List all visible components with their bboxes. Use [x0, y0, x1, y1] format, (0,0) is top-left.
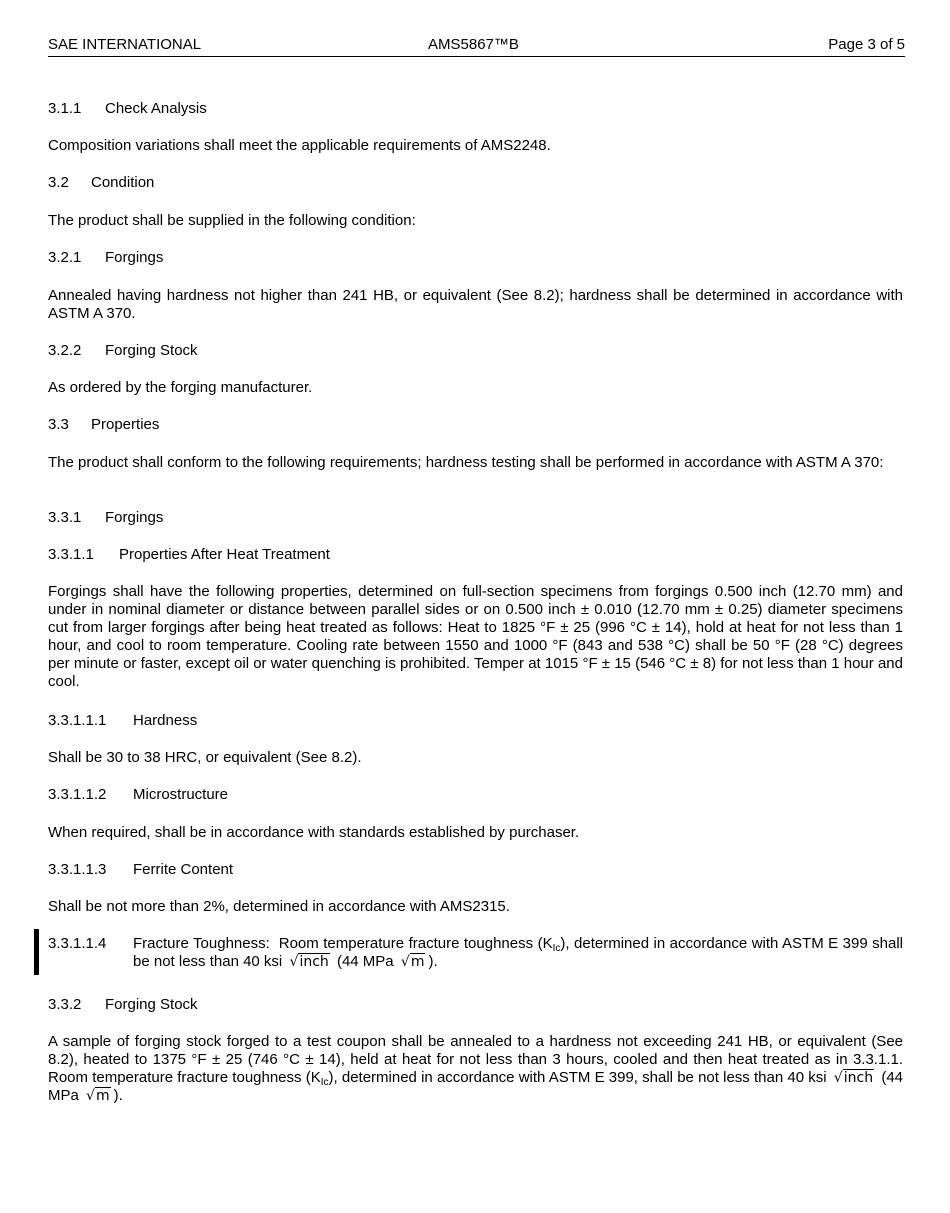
para-3-3-1-1-4: 3.3.1.1.4 Fracture Toughness: Room temperature fracture toughness $(K_{Ic})$, determined in accordance with ASTM E 399 shall be not less than 40 ksi √ inch (44 MPa √ m ). [48, 935, 903, 970]
sqrt-inch-symbol: √ inch [289, 954, 329, 970]
header-doc-id: AMS5867™B [428, 36, 519, 53]
heading-3-3-1-1: 3.3.1.1 Properties After Heat Treatment [48, 546, 330, 563]
heading-3-1-1: 3.1.1 Check Analysis [48, 100, 207, 117]
heading-3-3-1-1-1: 3.3.1.1.1 Hardness [48, 712, 198, 729]
para-3-2-2: As ordered by the forging manufacturer. [48, 379, 313, 396]
heading-3-2-2: 3.2.2 Forging Stock [48, 342, 198, 359]
heading-3-3: 3.3 Properties [48, 416, 160, 433]
header-page-number: Page 3 of 5 [828, 36, 905, 53]
revision-change-bar [34, 929, 39, 975]
para-3-3-1-1-1: Shall be 30 to 38 HRC, or equivalent (See 8.2). [48, 749, 362, 766]
para-3-3-1-1: Forgings shall have the following properties, determined on full-section specimens from forgings 0.500 inch (12.70 mm) and under in nominal diameter or distance between parallel sides or on 0.500 inch ± 0.010 (12.70 mm ± 0.25) diameter specimens cut from larger forgings after being heat treated as follows: Heat to 1825 °F ± 25 (996 °C ± 14), hold at heat for not less than 1 hour, and cool to room temperature. Cooling rate between 1550 and 1000 °F (843 and 538 °C) shall be 50 °F (28 °C) degrees per minute or faster, except oil or water quenching is prohibited. Temper at 1015 °F ± 15 (546 °C ± 8) for not less than 1 hour and cool. [48, 583, 903, 690]
para-3-2-1: Annealed having hardness not higher than 241 HB, or equivalent (See 8.2); hardness shall be determined in accordance with ASTM A 370. [48, 287, 903, 322]
heading-3-3-1-1-2: 3.3.1.1.2 Microstructure [48, 786, 229, 803]
heading-3-2-1: 3.2.1 Forgings [48, 249, 164, 266]
header-org: SAE INTERNATIONAL [48, 36, 202, 53]
heading-3-3-2: 3.3.2 Forging Stock [48, 996, 198, 1013]
heading-3-2: 3.2 Condition [48, 174, 155, 191]
para-3-3-1-1-3: Shall be not more than 2%, determined in accordance with AMS2315. [48, 898, 510, 915]
sqrt-m-symbol: √ m [400, 954, 425, 970]
para-3-2: The product shall be supplied in the following condition: [48, 212, 416, 229]
sqrt-m-symbol: √ m [86, 1088, 110, 1104]
page-header [48, 36, 905, 57]
para-3-3-2: A sample of forging stock forged to a test coupon shall be annealed to a hardness not exceeding 241 HB, or equivalent (See 8.2), heated to 1375 °F ± 25 (746 °C ± 14), held at heat for not less than 3 hours, cooled and then heat treated as in 3.3.1.1. Room temperature fracture toughness $(K_{Ic})$, determined in accordance with ASTM E 399, shall be not less than 40 ksi √ inch (44 MPa √ m ). [48, 1033, 904, 1104]
para-3-1-1: Composition variations shall meet the applicable requirements of AMS2248. [48, 137, 551, 154]
para-3-3-1-1-2: When required, shall be in accordance with standards established by purchaser. [48, 824, 580, 841]
para-3-3: The product shall conform to the following requirements; hardness testing shall be performed in accordance with ASTM A 370: [48, 454, 884, 471]
heading-3-3-1-1-3: 3.3.1.1.3 Ferrite Content [48, 861, 234, 878]
sqrt-inch-symbol: √ inch [833, 1070, 874, 1086]
heading-3-3-1: 3.3.1 Forgings [48, 509, 164, 526]
